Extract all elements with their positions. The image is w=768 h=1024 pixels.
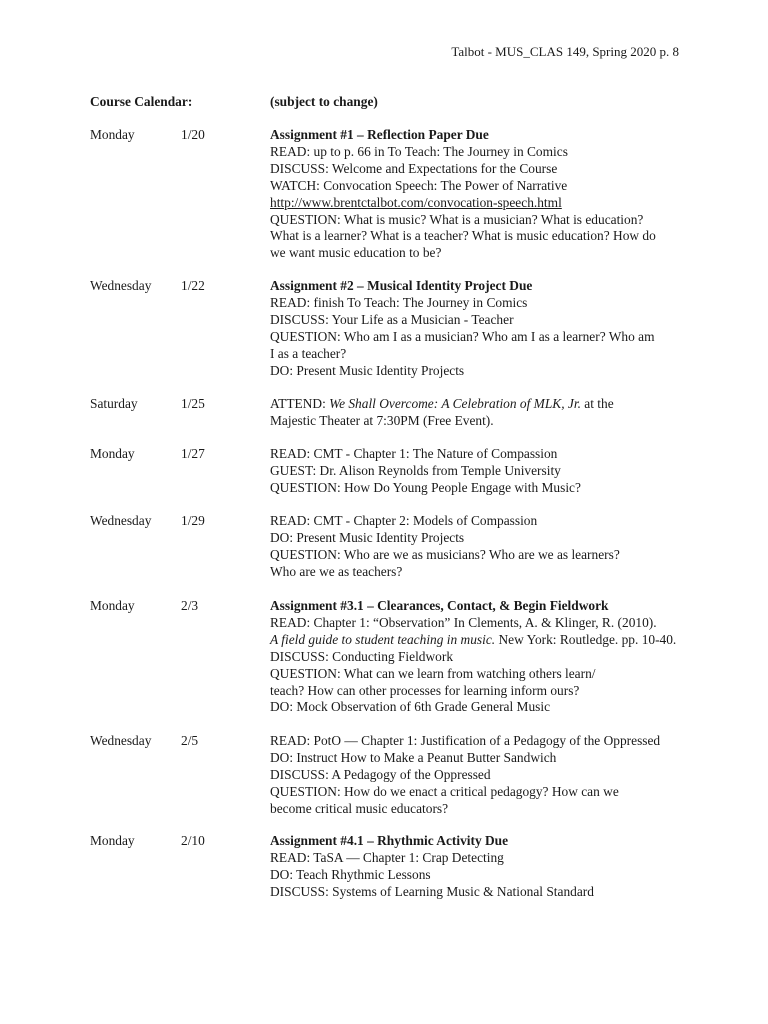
entry-date: 1/29 bbox=[181, 513, 205, 528]
entry-details bbox=[270, 513, 690, 581]
entry-line: DISCUSS: Welcome and Expectations for the Course bbox=[270, 160, 558, 176]
entry-line: READ: TaSA — Chapter 1: Crap Detecting bbox=[270, 849, 504, 865]
entry-day: Monday bbox=[90, 833, 135, 848]
entry-details bbox=[270, 396, 690, 430]
entry-line: QUESTION: What is music? What is a musician? What is education? bbox=[270, 211, 644, 227]
entry-line: QUESTION: What can we learn from watching others learn/ bbox=[270, 665, 596, 681]
entry-details bbox=[270, 127, 690, 262]
book-suffix: New York: Routledge. pp. 10-40. bbox=[495, 631, 677, 647]
assignment-title: Assignment #3.1 – Clearances, Contact, & Begin Fieldwork bbox=[270, 598, 609, 613]
running-head: Talbot - MUS_CLAS 149, Spring 2020 p. 8 bbox=[451, 44, 679, 59]
entry-line: DO: Teach Rhythmic Lessons bbox=[270, 866, 431, 882]
entry-details bbox=[270, 278, 690, 379]
entry-line: DISCUSS: Conducting Fieldwork bbox=[270, 648, 454, 664]
entry-line: DISCUSS: A Pedagogy of the Oppressed bbox=[270, 766, 491, 782]
entry-line: DO: Instruct How to Make a Peanut Butter Sandwich bbox=[270, 749, 557, 765]
entry-line: WATCH: Convocation Speech: The Power of Narrative bbox=[270, 177, 568, 193]
entry-line: DO: Mock Observation of 6th Grade General Music bbox=[270, 699, 551, 715]
entry-line: GUEST: Dr. Alison Reynolds from Temple University bbox=[270, 462, 561, 478]
entry-day: Monday bbox=[90, 446, 135, 461]
entry-line: READ: CMT - Chapter 1: The Nature of Compassion bbox=[270, 446, 558, 461]
entry-details bbox=[270, 833, 690, 901]
entry-line: QUESTION: How do we enact a critical pedagogy? How can we bbox=[270, 783, 619, 799]
entry-line: DO: Present Music Identity Projects bbox=[270, 529, 465, 545]
entry-line: I as a teacher? bbox=[270, 345, 347, 361]
entry-line: DISCUSS: Systems of Learning Music & National Standard bbox=[270, 883, 594, 899]
entry-line: QUESTION: Who am I as a musician? Who am I as a learner? Who am bbox=[270, 328, 655, 344]
assignment-title: Assignment #2 – Musical Identity Project Due bbox=[270, 278, 533, 293]
entry-day: Saturday bbox=[90, 396, 138, 411]
entry-line: QUESTION: How Do Young People Engage with Music? bbox=[270, 479, 581, 495]
entry-line: DO: Present Music Identity Projects bbox=[270, 362, 465, 378]
entry-line: DISCUSS: Your Life as a Musician - Teacher bbox=[270, 311, 514, 327]
entry-date: 1/22 bbox=[181, 278, 205, 293]
entry-line: READ: PotO — Chapter 1: Justification of a Pedagogy of the Oppressed bbox=[270, 733, 661, 748]
book-title: A field guide to student teaching in music. bbox=[270, 631, 496, 647]
citation-line bbox=[270, 632, 690, 649]
convocation-speech-link[interactable]: http://www.brentctalbot.com/convocation-speech.html bbox=[270, 194, 562, 210]
entry-date: 1/25 bbox=[181, 396, 205, 411]
attend-prefix: ATTEND: bbox=[270, 396, 330, 411]
entry-line: we want music education to be? bbox=[270, 245, 442, 261]
assignment-title: Assignment #1 – Reflection Paper Due bbox=[270, 127, 489, 142]
entry-line: become critical music educators? bbox=[270, 800, 449, 816]
entry-line: QUESTION: Who are we as musicians? Who are we as learners? bbox=[270, 546, 620, 562]
event-title: We Shall Overcome: A Celebration of MLK, Jr. bbox=[329, 396, 581, 411]
attend-line bbox=[270, 396, 690, 413]
entry-date: 2/3 bbox=[181, 598, 199, 613]
entry-line: teach? How can other processes for learning inform ours? bbox=[270, 682, 580, 698]
entry-day: Wednesday bbox=[90, 278, 152, 293]
calendar-title: Course Calendar: bbox=[90, 94, 193, 109]
calendar-note: (subject to change) bbox=[270, 94, 378, 109]
entry-details bbox=[270, 446, 690, 497]
entry-line: READ: finish To Teach: The Journey in Comics bbox=[270, 294, 528, 310]
entry-date: 1/27 bbox=[181, 446, 205, 461]
entry-date: 2/5 bbox=[181, 733, 199, 748]
entry-day: Monday bbox=[90, 127, 135, 142]
entry-date: 2/10 bbox=[181, 833, 205, 848]
entry-line: READ: up to p. 66 in To Teach: The Journey in Comics bbox=[270, 143, 568, 159]
entry-line: What is a learner? What is a teacher? What is music education? How do bbox=[270, 228, 656, 244]
assignment-title: Assignment #4.1 – Rhythmic Activity Due bbox=[270, 833, 509, 848]
entry-line: Majestic Theater at 7:30PM (Free Event). bbox=[270, 412, 494, 428]
entry-line: READ: Chapter 1: “Observation” In Clements, A. & Klinger, R. (2010). bbox=[270, 614, 657, 630]
entry-details bbox=[270, 598, 690, 716]
entry-day: Wednesday bbox=[90, 733, 152, 748]
entry-details bbox=[270, 733, 690, 818]
attend-suffix: at the bbox=[580, 396, 614, 411]
entry-day: Wednesday bbox=[90, 513, 152, 528]
entry-line: Who are we as teachers? bbox=[270, 563, 403, 579]
entry-date: 1/20 bbox=[181, 127, 205, 142]
entry-line: READ: CMT - Chapter 2: Models of Compassion bbox=[270, 513, 538, 528]
entry-day: Monday bbox=[90, 598, 135, 613]
